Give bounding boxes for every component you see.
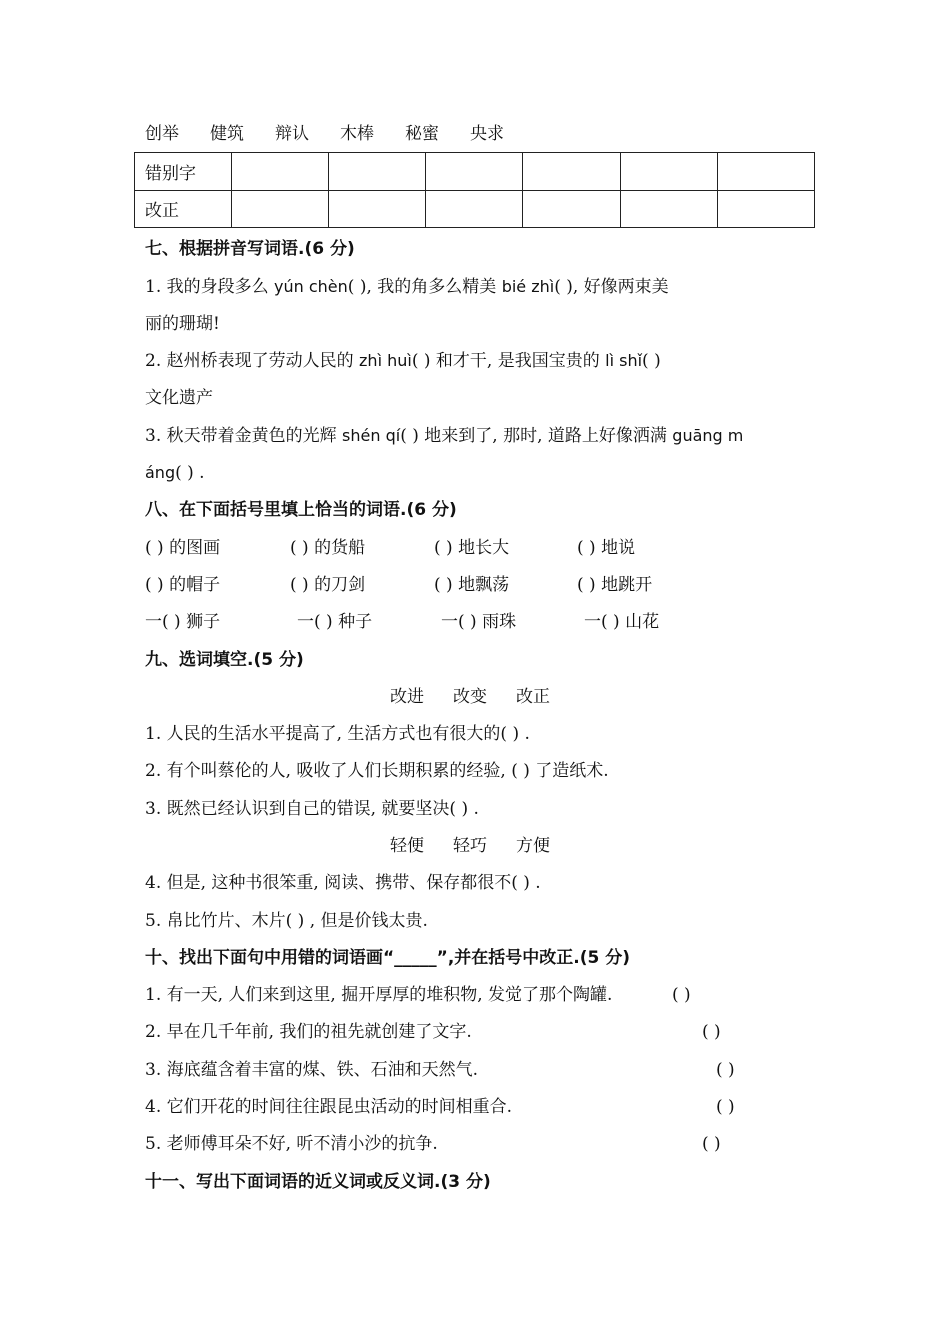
option-word: 改变 [453, 687, 487, 707]
s10-question-3: 3. 海底蕴含着丰富的煤、铁、石油和天然气. [145, 1060, 479, 1080]
answer-cell[interactable] [232, 153, 329, 191]
s9-options-2 [390, 835, 579, 857]
table-row [135, 190, 815, 228]
option-word: 轻巧 [453, 836, 487, 856]
fill-item: ( ) 的图画 [145, 538, 221, 558]
s7-question-3-cont: áng( ) . [145, 463, 205, 483]
option-word: 改进 [390, 687, 424, 707]
fill-item: 一( ) 狮子 [145, 612, 221, 632]
s7-question-1-cont: 丽的珊瑚! [145, 314, 220, 334]
fill-item: ( ) 的刀剑 [290, 575, 366, 595]
answer-cell[interactable] [620, 153, 717, 191]
answer-cell[interactable] [426, 153, 523, 191]
fill-item: ( ) 地长大 [434, 538, 510, 558]
s9-question-3: 3. 既然已经认识到自己的错误, 就要坚决( ) . [145, 799, 479, 819]
answer-paren[interactable]: ( ) [672, 985, 691, 1005]
s7-question-3: 3. 秋天带着金黄色的光辉 shén qí( ) 地来到了, 那时, 道路上好像洒满 guāng m [145, 426, 744, 446]
fill-item: ( ) 地飘荡 [434, 575, 510, 595]
s10-question-1: 1. 有一天, 人们来到这里, 掘开厚厚的堆积物, 发觉了那个陶罐. [145, 985, 613, 1005]
fill-item: ( ) 的帽子 [145, 575, 221, 595]
section-9-title: 九、选词填空.(5 分) [145, 650, 304, 670]
s9-options-1 [390, 686, 579, 708]
word-item: 木棒 [340, 124, 374, 144]
answer-cell[interactable] [329, 190, 426, 228]
fill-item: ( ) 地说 [577, 538, 636, 558]
wrong-words-list [145, 123, 535, 145]
fill-item: ( ) 的货船 [290, 538, 366, 558]
s9-question-5: 5. 帛比竹片、木片( ) , 但是价钱太贵. [145, 911, 428, 931]
option-word: 改正 [516, 687, 550, 707]
row-label: 改正 [135, 190, 232, 228]
section-11-title: 十一、写出下面词语的近义词或反义词.(3 分) [145, 1172, 491, 1192]
word-item: 辩认 [275, 124, 309, 144]
s9-question-4: 4. 但是, 这种书很笨重, 阅读、携带、保存都很不( ) . [145, 873, 541, 893]
s9-question-1: 1. 人民的生活水平提高了, 生活方式也有很大的( ) . [145, 724, 530, 744]
correction-table [134, 152, 815, 228]
word-item: 央求 [470, 124, 504, 144]
word-item: 秘蜜 [405, 124, 439, 144]
table-row [135, 153, 815, 191]
answer-cell[interactable] [620, 190, 717, 228]
s7-question-2: 2. 赵州桥表现了劳动人民的 zhì huì( ) 和才干, 是我国宝贵的 lì shǐ( ) [145, 351, 661, 371]
s9-question-2: 2. 有个叫蔡伦的人, 吸收了人们长期积累的经验, ( ) 了造纸术. [145, 761, 609, 781]
section-7-title: 七、根据拼音写词语.(6 分) [145, 239, 355, 259]
s7-question-2-cont: 文化遗产 [145, 388, 213, 408]
word-item: 健筑 [210, 124, 244, 144]
row-label: 错别字 [135, 153, 232, 191]
fill-item: ( ) 地跳开 [577, 575, 653, 595]
word-item: 创举 [145, 124, 179, 144]
answer-cell[interactable] [717, 190, 814, 228]
answer-paren[interactable]: ( ) [702, 1022, 721, 1042]
section-10-title: 十、找出下面句中用错的词语画“_____”,并在括号中改正.(5 分) [145, 948, 631, 968]
answer-cell[interactable] [232, 190, 329, 228]
option-word: 轻便 [390, 836, 424, 856]
s10-question-2: 2. 早在几千年前, 我们的祖先就创建了文字. [145, 1022, 472, 1042]
fill-item: 一( ) 山花 [584, 612, 660, 632]
fill-item: 一( ) 雨珠 [441, 612, 517, 632]
answer-cell[interactable] [523, 153, 620, 191]
option-word: 方便 [516, 836, 550, 856]
answer-paren[interactable]: ( ) [716, 1060, 735, 1080]
s10-question-5: 5. 老师傅耳朵不好, 听不清小沙的抗争. [145, 1134, 438, 1154]
fill-item: 一( ) 种子 [297, 612, 373, 632]
answer-cell[interactable] [523, 190, 620, 228]
answer-cell[interactable] [426, 190, 523, 228]
answer-cell[interactable] [717, 153, 814, 191]
s10-question-4: 4. 它们开花的时间往往跟昆虫活动的时间相重合. [145, 1097, 513, 1117]
answer-cell[interactable] [329, 153, 426, 191]
answer-paren[interactable]: ( ) [716, 1097, 735, 1117]
answer-paren[interactable]: ( ) [702, 1134, 721, 1154]
section-8-title: 八、在下面括号里填上恰当的词语.(6 分) [145, 500, 457, 520]
s7-question-1: 1. 我的身段多么 yún chèn( ), 我的角多么精美 bié zhì( ), 好像两束美 [145, 277, 669, 297]
